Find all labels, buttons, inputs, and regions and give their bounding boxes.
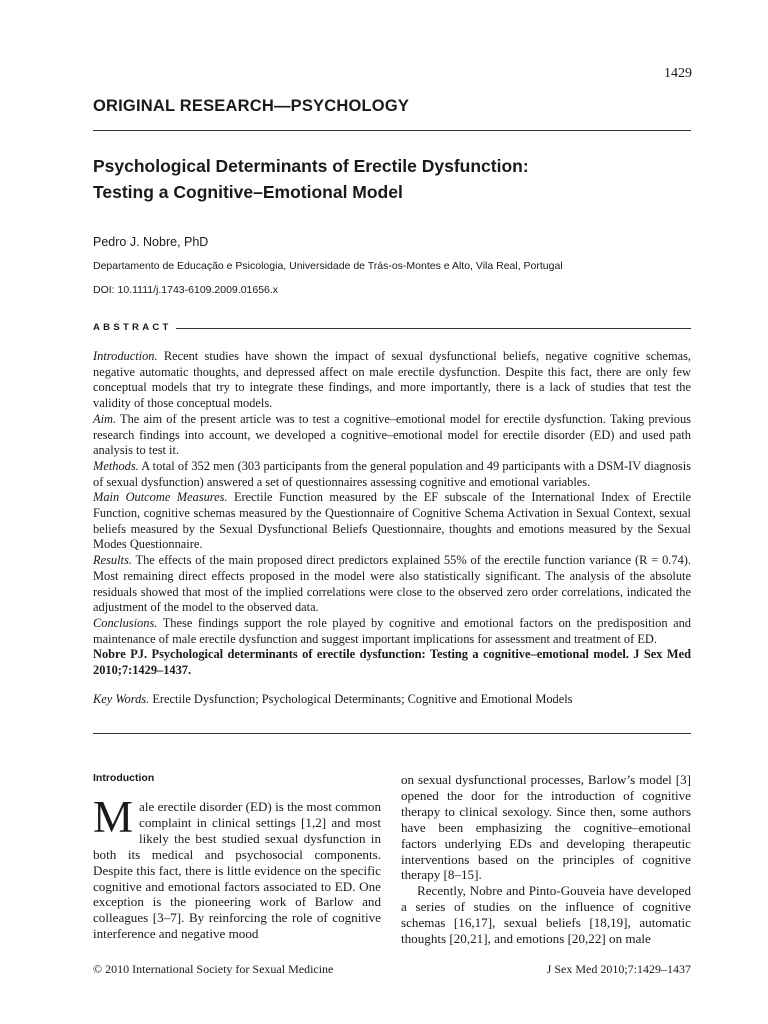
body-paragraph: on sexual dysfunctional processes, Barlow’s model [3] opened the door for the introduction of cognitive therapy to clinical sexology. Since then, some authors have been emphasizing the cognitive–emotional factors underlying EDs and developing therapeutic interventions based on the principles of cognitive therapy [8–15]. <box>401 772 691 883</box>
keywords <box>93 692 691 708</box>
body-column-left-text: ale erectile disorder (ED) is the most common complaint in clinical settings [1,2] and most likely the best studied sexual dysfunction in both its medical and psychosocial components. Despite this fact, there is little evidence on the specific cognitive and emotional factors associated to ED. One exception is the pioneering work of Barlow and colleagues [3–7]. By reinforcing the role of cognitive interference and negative mood <box>93 799 381 942</box>
abstract-methods <box>93 459 691 490</box>
body-column-right <box>401 772 691 947</box>
abstract-results-text: The effects of the main proposed direct predictors explained 55% of the erectile function variance (R = 0.74). Most remaining direct effects proposed in the model were also statistically significant. The analysis of the absolute residuals showed that most of the implied correlations were close to the observed zero order correlations, indicated the adjustment of the model to the observed data. <box>93 553 691 615</box>
abstract-introduction-text: Recent studies have shown the impact of sexual dysfunctional beliefs, negative cognitive schemas, negative automatic thoughts, and depressed affect on male erectile dysfunction. Despite this fact, there are only few conceptual models that try to integrate these findings, and more importantly, there is a lack of studies that test the validity of those conceptual models. <box>93 349 691 411</box>
header-rule <box>93 130 691 131</box>
keywords-lead: Key Words. <box>93 691 150 706</box>
abstract-results <box>93 553 691 616</box>
footer-journal-citation: J Sex Med 2010;7:1429–1437 <box>546 962 691 976</box>
abstract-aim-lead: Aim. <box>93 411 117 426</box>
abstract-introduction-lead: Introduction. <box>93 349 158 363</box>
abstract-methods-text: A total of 352 men (303 participants from the general population and 49 participants with a DSM-IV diagnosis of sexual dysfunction) answered a set of questionnaires assessing cognitive and emotional variables. <box>93 458 691 489</box>
abstract-conclusions <box>93 616 691 647</box>
drop-cap: M <box>93 792 134 842</box>
abstract-citation: Nobre PJ. Psychological determinants of erectile dysfunction: Testing a cognitive–emotional model. J Sex Med 2010;7:1429–1437. <box>93 647 691 678</box>
page-number: 1429 <box>664 66 692 81</box>
abstract-label: ABSTRACT <box>93 322 172 333</box>
doi: DOI: 10.1111/j.1743-6109.2009.01656.x <box>93 284 279 296</box>
abstract-results-lead: Results. <box>93 553 132 568</box>
introduction-heading: Introduction <box>93 772 155 784</box>
abstract-end-rule <box>93 733 691 734</box>
keywords-text: Erectile Dysfunction; Psychological Determinants; Cognitive and Emotional Models <box>149 691 573 706</box>
abstract-measures-lead: Main Outcome Measures. <box>93 490 228 505</box>
footer-copyright: © 2010 International Society for Sexual Medicine <box>93 962 334 976</box>
abstract-introduction <box>93 349 691 412</box>
author-affiliation: Departamento de Educação e Psicologia, Universidade de Trás-os-Montes e Alto, Vila Real, Portugal <box>93 260 563 272</box>
body-paragraph: Recently, Nobre and Pinto-Gouveia have developed a series of studies on the influence of cognitive schemas [16,17], sexual beliefs [18,19], automatic thoughts [20,21], and emotions [20,22] on male <box>401 883 691 947</box>
title-line-2: Testing a Cognitive–Emotional Model <box>93 182 403 202</box>
section-heading: ORIGINAL RESEARCH—PSYCHOLOGY <box>93 97 410 115</box>
abstract-rule <box>176 328 691 329</box>
abstract-body <box>93 349 691 707</box>
article-title <box>93 153 693 205</box>
abstract-aim-text: The aim of the present article was to test a cognitive–emotional model for erectile dysfunction. Taking previous research findings into account, we developed a cognitive–emotional model for erectile disorder (ED) and used path analysis to test it. <box>93 411 691 458</box>
abstract-aim <box>93 412 691 459</box>
abstract-measures <box>93 490 691 553</box>
abstract-conclusions-lead: Conclusions. <box>93 615 158 630</box>
abstract-measures-text: Erectile Function measured by the EF subscale of the International Index of Erectile Function, cognitive schemas measured by the Questionnaire of Cognitive Schema Activation in Sexual Context, sexual beliefs measured by the Sexual Dysfunctional Beliefs Questionnaire, thoughts and emotions measured by the Sexual Modes Questionnaire. <box>93 490 691 552</box>
abstract-header <box>93 322 691 333</box>
title-line-1: Psychological Determinants of Erectile Dysfunction: <box>93 156 529 176</box>
abstract-conclusions-text: These findings support the role played by cognitive and emotional factors on the predisposition and maintenance of male erectile dysfunction and suggest important implications for assessment and treatment of ED. <box>93 615 691 646</box>
abstract-methods-lead: Methods. <box>93 458 139 473</box>
author-name: Pedro J. Nobre, PhD <box>93 235 209 249</box>
body-column-left <box>93 792 381 942</box>
